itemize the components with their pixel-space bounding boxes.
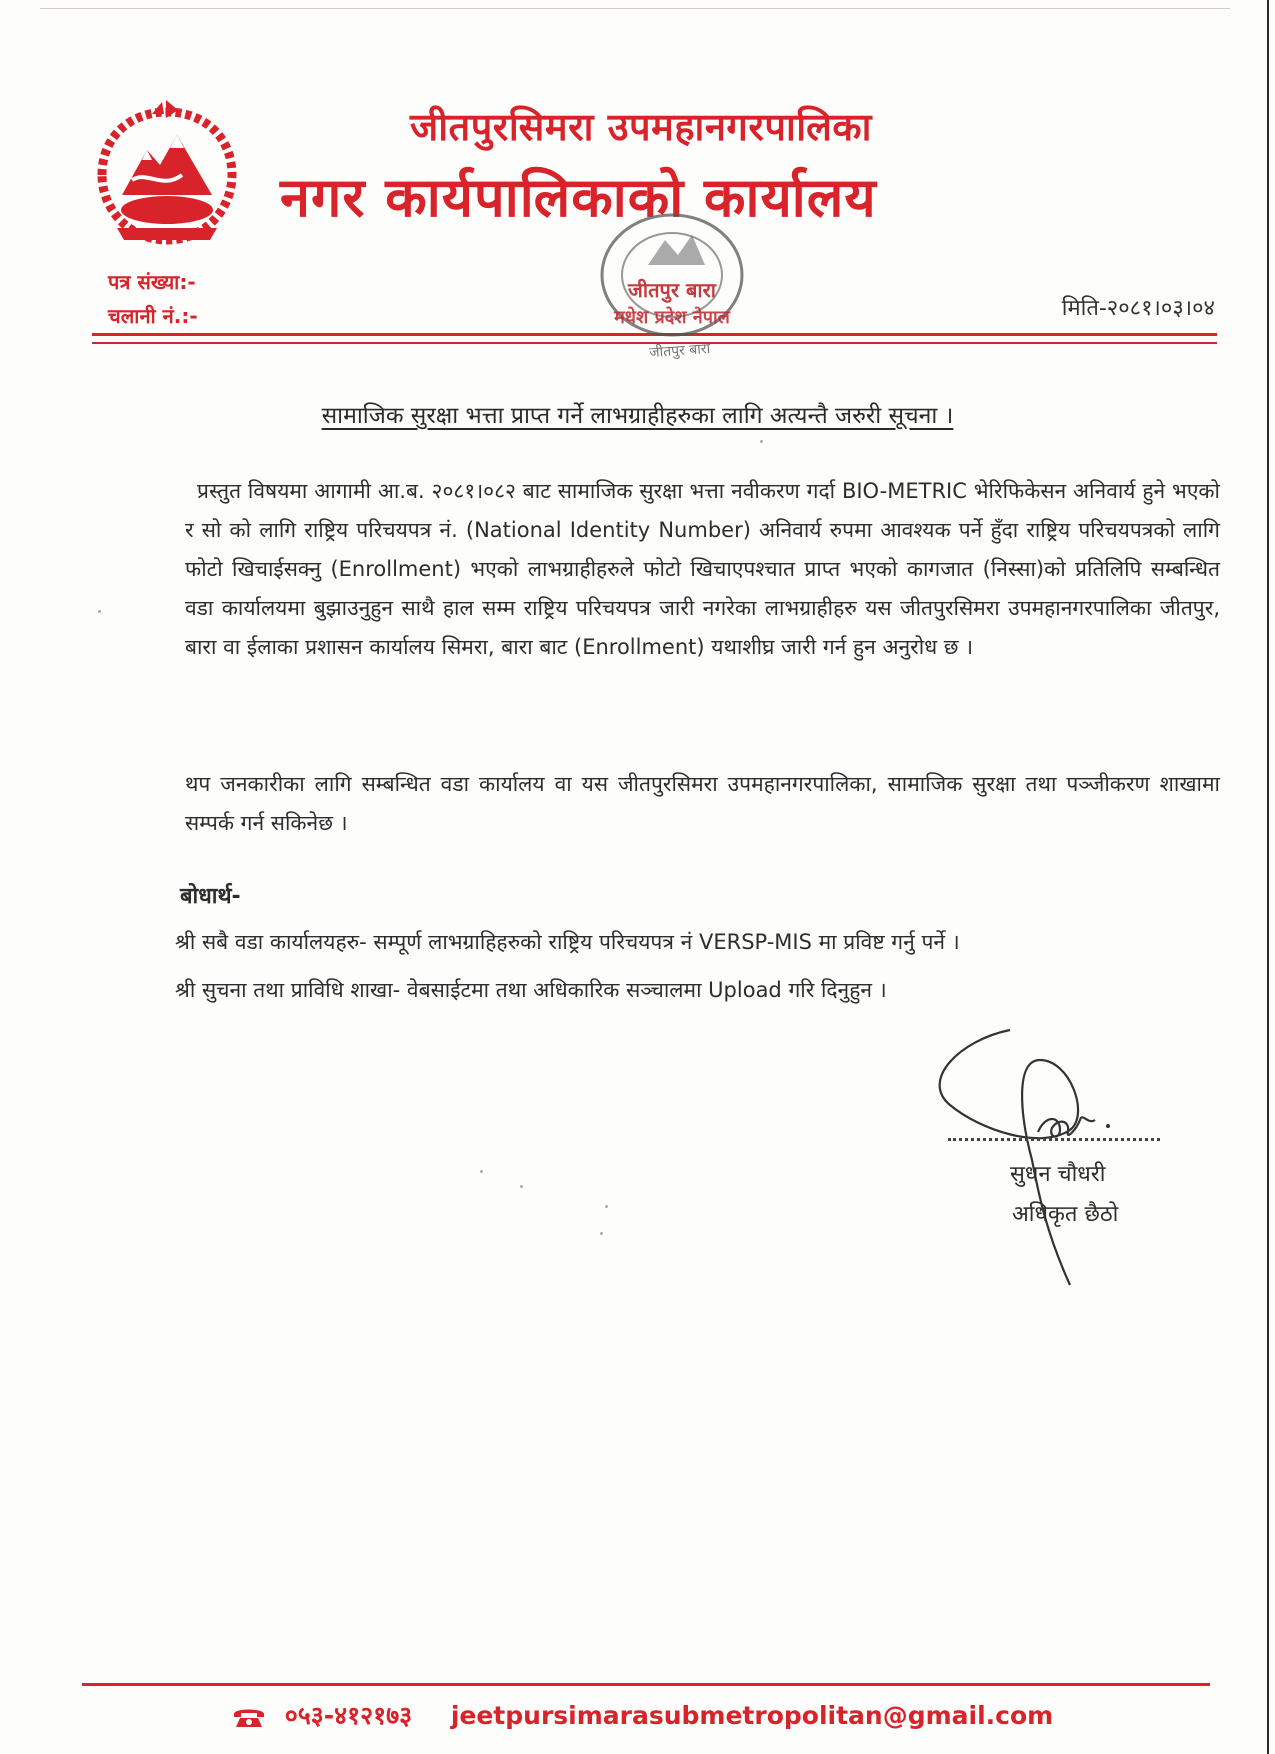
footer-rule [82, 1683, 1210, 1686]
cc-line-2: श्री सुचना तथा प्राविधि शाखा- वेबसाईटमा तथा अधिकारिक सञ्चालमा Upload गरि दिनुहुन । [175, 978, 887, 1002]
scan-speck [605, 1205, 608, 1208]
scan-edge-top [40, 8, 1230, 9]
signatory-title: अधिकृत छैठो [1012, 1202, 1119, 1227]
office-stamp [570, 205, 775, 365]
svg-text:जीतपुर बारा: जीतपुर बारा [648, 340, 711, 362]
stamp-line1: जीतपुर बारा [628, 278, 716, 302]
footer-phone: ०५३-४१२१७३ [284, 1701, 413, 1730]
stamp-line2: मधेश प्रदेश नेपाल [614, 307, 730, 328]
body-paragraph-2: थप जनकारीका लागि सम्बन्धित वडा कार्यालय वा यस जीतपुरसिमरा उपमहानगरपालिका, सामाजिक सुरक्षा तथा पञ्जीकरण शाखामा सम्पर्क गर्न सकिनेछ । [185, 772, 1220, 835]
org-name-line1: जीतपुरसिमरा उपमहानगरपालिका [410, 105, 872, 149]
signatory-name: सुधन चौधरी [1010, 1162, 1106, 1187]
scan-speck [480, 1170, 483, 1173]
letter-number-label: पत्र संख्या:- [108, 270, 196, 294]
scan-speck [520, 1185, 523, 1188]
scan-edge-right [1267, 0, 1269, 1754]
cc-title: बोधार्थ- [180, 884, 241, 909]
nepal-emblem-icon [92, 100, 242, 250]
footer-email[interactable]: jeetpursimarasubmetropolitan@gmail.com [450, 1701, 1054, 1730]
phone-icon [232, 1706, 266, 1728]
body-paragraph-1: प्रस्तुत विषयमा आगामी आ.ब. २०८१।०८२ बाट सामाजिक सुरक्षा भत्ता नवीकरण गर्दा BIO-METRIC भेरिफिकेसन अनिवार्य हुने भएको र सो को लागि राष्ट्रिय परिचयपत्र नं. (National Identity Number) अनिवार्य रुपमा आवश्यक पर्ने हुँदा राष्ट्रिय परिचयपत्रको लागि फोटो खिचाईसक्नु (Enrollment) भएको लाभग्राहीहरुले फोटो खिचाएपश्चात प्राप्त भएको कागजात (निस्सा)को प्रतिलिपि सम्बन्धित वडा कार्यालयमा बुझाउनुहुन साथै हाल सम्म राष्ट्रिय परिचयपत्र जारी नगरेका लाभग्राहीहरु यस जीतपुरसिमरा उपमहानगरपालिका जीतपुर, बारा वा ईलाका प्रशासन कार्यालय सिमरा, बारा बाट (Enrollment) यथाशीघ्र जारी गर्न हुन अनुरोध छ । [185, 479, 1220, 659]
subject-line [0, 398, 1275, 430]
subject-text: सामाजिक सुरक्षा भत्ता प्राप्त गर्ने लाभग्राहीहरुका लागि अत्यन्तै जरुरी सूचना । [321, 403, 954, 429]
footer-contact [232, 1698, 1053, 1732]
scan-speck [600, 1232, 603, 1235]
org-name-line2: नगर कार्यपालिकाको कार्यालय [280, 166, 877, 229]
cc-line-1: श्री सबै वडा कार्यालयहरु- सम्पूर्ण लाभग्राहिहरुको राष्ट्रिय परिचयपत्र नं VERSP-MIS मा प्रविष्ट गर्नु पर्ने । [175, 930, 960, 954]
signature-dotted-line [948, 1138, 1160, 1141]
dispatch-number-label: चलानी नं.:- [108, 304, 198, 328]
scan-speck [98, 610, 101, 613]
scan-speck [760, 440, 763, 443]
letter-date: मिति-२०८१।०३।०४ [1061, 296, 1215, 321]
